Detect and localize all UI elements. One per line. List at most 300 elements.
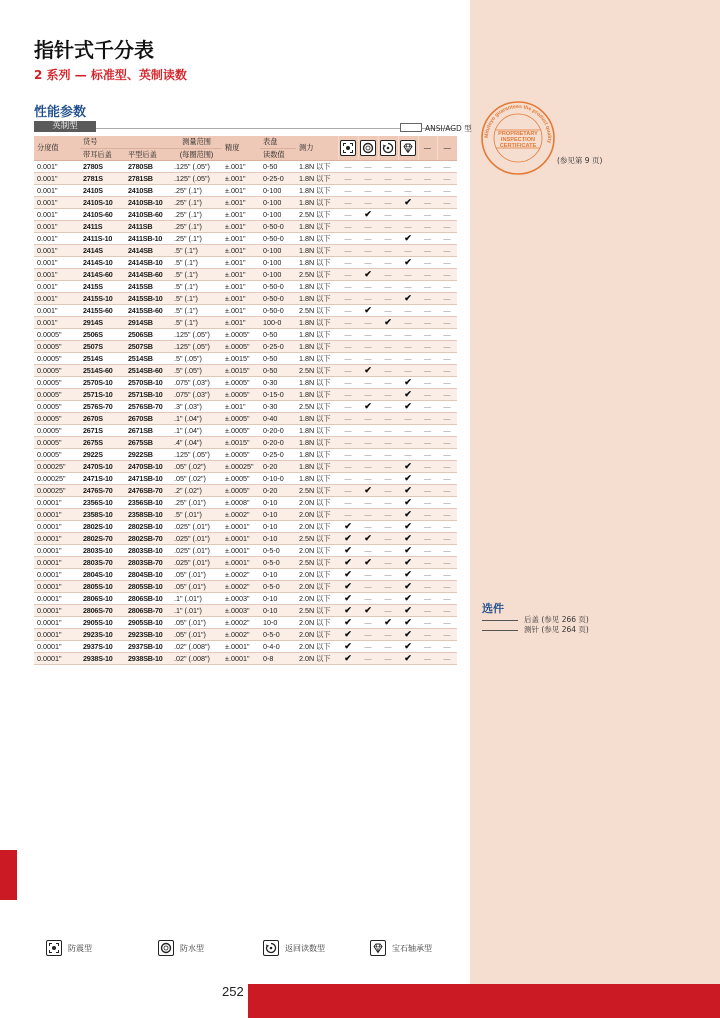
table-cell: 1.8N 以下 (296, 244, 338, 256)
table-cell: ±.0002" (222, 616, 260, 628)
footer-bar (248, 984, 720, 1018)
table-cell: — (338, 388, 358, 400)
table-cell: 2471S-10 (80, 472, 125, 484)
table-cell: — (418, 604, 437, 616)
table-cell: — (378, 244, 398, 256)
table-cell: — (437, 508, 457, 520)
table-cell: ±.0005" (222, 484, 260, 496)
table-cell: — (437, 640, 457, 652)
table-cell: — (378, 628, 398, 640)
table-cell: .025" (.01") (171, 544, 222, 556)
table-row (34, 196, 457, 208)
table-cell: — (418, 460, 437, 472)
table-cell: — (437, 472, 457, 484)
table-row (34, 364, 457, 376)
table-cell: 0-50 (260, 364, 296, 376)
table-cell: 1.8N 以下 (296, 352, 338, 364)
table-cell: ✔ (398, 400, 418, 412)
table-cell: ✔ (358, 604, 378, 616)
table-cell: 2.0N 以下 (296, 640, 338, 652)
table-cell: 2576S-70 (80, 400, 125, 412)
table-cell: — (358, 184, 378, 196)
table-cell: ±.0001" (222, 520, 260, 532)
table-cell: 0-25-0 (260, 340, 296, 352)
table-cell: — (358, 640, 378, 652)
shockproof-icon (340, 140, 356, 156)
stamp-reference: (参见第 9 页) (557, 156, 603, 165)
table-cell: 2410S (80, 184, 125, 196)
table-cell: 0-100 (260, 196, 296, 208)
table-cell: — (378, 460, 398, 472)
table-cell: — (378, 208, 398, 220)
table-cell: .5" (.1") (171, 304, 222, 316)
table-cell: — (378, 388, 398, 400)
table-cell: 2.0N 以下 (296, 520, 338, 532)
header-range-sub: (每圈范围) (171, 148, 222, 160)
table-cell: 2470SB-10 (125, 460, 171, 472)
table-cell: — (437, 592, 457, 604)
table-cell: 0.001" (34, 196, 80, 208)
table-cell: — (418, 220, 437, 232)
table-cell: 0-10-0 (260, 472, 296, 484)
table-row (34, 628, 457, 640)
table-cell: — (398, 316, 418, 328)
table-cell: ±.001" (222, 268, 260, 280)
table-cell: ✔ (398, 592, 418, 604)
table-cell: ✔ (398, 196, 418, 208)
table-cell: — (378, 532, 398, 544)
table-cell: 2415SB-10 (125, 292, 171, 304)
table-cell: ±.0001" (222, 652, 260, 664)
table-cell: — (358, 232, 378, 244)
table-cell: 2806SB-10 (125, 592, 171, 604)
table-cell: 2806SB-70 (125, 604, 171, 616)
table-cell: 1.8N 以下 (296, 472, 338, 484)
table-cell: ✔ (398, 292, 418, 304)
table-cell: ✔ (338, 568, 358, 580)
table-cell: — (437, 448, 457, 460)
table-cell: — (358, 376, 378, 388)
table-cell: ✔ (358, 304, 378, 316)
table-cell: 2802SB-10 (125, 520, 171, 532)
table-cell: .5" (.1") (171, 316, 222, 328)
table-cell: 2.0N 以下 (296, 544, 338, 556)
table-cell: 0.001" (34, 208, 80, 220)
table-cell: 2803SB-70 (125, 556, 171, 568)
table-cell: ±.001" (222, 220, 260, 232)
table-cell: — (338, 412, 358, 424)
table-cell: — (378, 652, 398, 664)
table-cell: ✔ (398, 652, 418, 664)
table-cell: — (358, 616, 378, 628)
table-cell: 2410SB-60 (125, 208, 171, 220)
table-cell: — (418, 244, 437, 256)
table-cell: .25" (.01") (171, 496, 222, 508)
reverse-reading-icon (263, 940, 279, 956)
table-row (34, 520, 457, 532)
table-cell: — (358, 244, 378, 256)
leader-line (482, 620, 518, 621)
table-cell: 2905SB-10 (125, 616, 171, 628)
table-cell: — (418, 544, 437, 556)
option-label-back-cover: 后盖 (参见 266 页) (524, 615, 589, 624)
table-cell: 2806S-70 (80, 604, 125, 616)
table-cell: — (418, 652, 437, 664)
table-cell: 0-30 (260, 400, 296, 412)
table-cell: — (378, 328, 398, 340)
legend-shockproof-label: 防震型 (68, 943, 92, 953)
table-cell: ✔ (378, 316, 398, 328)
table-cell: 2.0N 以下 (296, 616, 338, 628)
table-cell: — (437, 532, 457, 544)
table-cell: 2476SB-70 (125, 484, 171, 496)
table-cell: 0-5-0 (260, 580, 296, 592)
table-cell: — (418, 316, 437, 328)
table-row (34, 268, 457, 280)
table-cell: 2802SB-70 (125, 532, 171, 544)
table-cell: 2415SB-60 (125, 304, 171, 316)
table-cell: — (398, 328, 418, 340)
table-cell: — (418, 280, 437, 292)
table-cell: 2923S-10 (80, 628, 125, 640)
table-cell: 2938SB-10 (125, 652, 171, 664)
table-cell: — (437, 364, 457, 376)
table-cell: 1.8N 以下 (296, 436, 338, 448)
table-cell: — (398, 244, 418, 256)
table-cell: — (338, 220, 358, 232)
table-cell: ±.0005" (222, 472, 260, 484)
page-title: 指针式千分表 (34, 38, 154, 62)
table-row (34, 652, 457, 664)
table-row (34, 400, 457, 412)
waterproof-icon (360, 140, 376, 156)
table-cell: 2.5N 以下 (296, 400, 338, 412)
table-cell: 0-25-0 (260, 172, 296, 184)
table-cell: 0.0001" (34, 568, 80, 580)
table-cell: — (437, 568, 457, 580)
table-cell: — (418, 424, 437, 436)
table-cell: 2781S (80, 172, 125, 184)
table-cell: 0.0001" (34, 604, 80, 616)
table-cell: — (398, 184, 418, 196)
table-cell: — (338, 400, 358, 412)
table-cell: 1.8N 以下 (296, 376, 338, 388)
header-reverse (378, 136, 398, 160)
table-cell: 2.0N 以下 (296, 628, 338, 640)
table-cell: 0.0001" (34, 508, 80, 520)
waterproof-icon (158, 940, 174, 956)
table-cell: ✔ (338, 544, 358, 556)
table-cell: 2.0N 以下 (296, 496, 338, 508)
table-cell: — (418, 328, 437, 340)
inspection-certificate-stamp (480, 100, 556, 176)
table-cell: — (358, 580, 378, 592)
table-cell: 2411S-10 (80, 232, 125, 244)
table-cell: .5" (.1") (171, 268, 222, 280)
table-cell: — (418, 484, 437, 496)
table-cell: 2506SB (125, 328, 171, 340)
table-cell: — (378, 496, 398, 508)
table-cell: ✔ (398, 472, 418, 484)
table-cell: ✔ (398, 616, 418, 628)
table-row (34, 484, 457, 496)
table-cell: 1.8N 以下 (296, 460, 338, 472)
table-cell: — (418, 184, 437, 196)
table-cell: — (338, 268, 358, 280)
ansi-legend-label: ANSI/AGD 型 (425, 124, 472, 133)
table-cell: 2804SB-10 (125, 568, 171, 580)
table-cell: ±.001" (222, 208, 260, 220)
table-cell: — (418, 208, 437, 220)
table-cell: .05" (.02") (171, 460, 222, 472)
table-cell: ±.0001" (222, 532, 260, 544)
page-number: 252 (222, 984, 244, 999)
table-row (34, 220, 457, 232)
table-cell: — (398, 172, 418, 184)
table-cell: — (437, 244, 457, 256)
table-cell: — (358, 220, 378, 232)
table-cell: — (338, 328, 358, 340)
table-cell: 0.001" (34, 172, 80, 184)
table-cell: 2476S-70 (80, 484, 125, 496)
table-cell: 0.00025" (34, 472, 80, 484)
header-code-flat: 平型后盖 (125, 148, 171, 160)
table-cell: — (437, 352, 457, 364)
table-cell: 0.0005" (34, 340, 80, 352)
legend-waterproof (158, 940, 204, 956)
table-cell: 2.5N 以下 (296, 268, 338, 280)
table-row (34, 556, 457, 568)
table-cell: ✔ (398, 640, 418, 652)
table-cell: 2.5N 以下 (296, 364, 338, 376)
legend-waterproof-label: 防水型 (180, 943, 204, 953)
table-cell: — (378, 232, 398, 244)
table-cell: 1.8N 以下 (296, 448, 338, 460)
table-cell: 1.8N 以下 (296, 196, 338, 208)
table-row (34, 160, 457, 172)
table-cell: 2780SB (125, 160, 171, 172)
table-cell: — (398, 268, 418, 280)
table-cell: — (437, 304, 457, 316)
table-cell: 0-100 (260, 208, 296, 220)
table-cell: — (338, 172, 358, 184)
table-cell: — (437, 232, 457, 244)
table-cell: — (437, 328, 457, 340)
table-cell: ✔ (398, 628, 418, 640)
header-shockproof (338, 136, 358, 160)
table-cell: ✔ (398, 388, 418, 400)
table-row (34, 616, 457, 628)
table-cell: ✔ (338, 556, 358, 568)
table-cell: 1.8N 以下 (296, 160, 338, 172)
table-cell: .075" (.03") (171, 388, 222, 400)
table-cell: — (378, 520, 398, 532)
table-cell: 1.8N 以下 (296, 328, 338, 340)
table-cell: 0.0001" (34, 580, 80, 592)
table-cell: 2802S-70 (80, 532, 125, 544)
table-cell: — (437, 496, 457, 508)
table-cell: 2805SB-10 (125, 580, 171, 592)
table-cell: — (418, 340, 437, 352)
table-cell: ±.0005" (222, 412, 260, 424)
table-cell: — (398, 364, 418, 376)
table-cell: 0-100 (260, 184, 296, 196)
table-cell: .1" (.01") (171, 604, 222, 616)
table-cell: — (418, 304, 437, 316)
table-cell: — (338, 244, 358, 256)
table-cell: — (378, 172, 398, 184)
table-cell: — (378, 256, 398, 268)
table-cell: .4" (.04") (171, 436, 222, 448)
table-cell: 0.0005" (34, 448, 80, 460)
table-cell: — (358, 256, 378, 268)
table-cell: 0.001" (34, 220, 80, 232)
table-cell: — (398, 340, 418, 352)
table-cell: — (418, 364, 437, 376)
table-cell: 2507S (80, 340, 125, 352)
table-cell: ±.0015" (222, 352, 260, 364)
table-cell: — (437, 412, 457, 424)
table-cell: 0-50-0 (260, 304, 296, 316)
table-cell: — (418, 556, 437, 568)
table-cell: 2506S (80, 328, 125, 340)
table-cell: — (378, 364, 398, 376)
table-cell: — (437, 580, 457, 592)
table-body (34, 160, 457, 664)
table-cell: 0.0001" (34, 556, 80, 568)
table-cell: — (358, 280, 378, 292)
table-cell: — (378, 544, 398, 556)
table-cell: — (338, 256, 358, 268)
table-cell: .25" (.1") (171, 220, 222, 232)
table-cell: 0-5-0 (260, 556, 296, 568)
table-cell: 2802S-10 (80, 520, 125, 532)
table-cell: — (437, 556, 457, 568)
table-cell: 0.0005" (34, 364, 80, 376)
table-cell: — (358, 544, 378, 556)
table-row (34, 388, 457, 400)
table-cell: — (378, 220, 398, 232)
table-cell: ±.001" (222, 280, 260, 292)
table-cell: 1.8N 以下 (296, 316, 338, 328)
table-cell: ±.001" (222, 232, 260, 244)
table-cell: 2470S-10 (80, 460, 125, 472)
table-cell: — (437, 652, 457, 664)
table-cell: .05" (.01") (171, 616, 222, 628)
table-cell: 1.8N 以下 (296, 388, 338, 400)
table-cell: ✔ (398, 232, 418, 244)
table-cell: 1.8N 以下 (296, 232, 338, 244)
table-cell: 1.8N 以下 (296, 184, 338, 196)
table-cell: — (378, 436, 398, 448)
legend-shockproof (46, 940, 92, 956)
table-cell: — (378, 568, 398, 580)
table-cell: — (418, 292, 437, 304)
table-cell: 2358S-10 (80, 508, 125, 520)
table-cell: — (338, 496, 358, 508)
table-cell: — (418, 568, 437, 580)
table-cell: — (437, 268, 457, 280)
table-cell: .3" (.03") (171, 400, 222, 412)
table-cell: ±.0003" (222, 592, 260, 604)
table-cell: — (358, 196, 378, 208)
table-cell: — (338, 376, 358, 388)
table-cell: .05" (.02") (171, 472, 222, 484)
table-cell: — (437, 184, 457, 196)
table-cell: 0-5-0 (260, 628, 296, 640)
table-cell: ✔ (398, 508, 418, 520)
table-cell: 2.5N 以下 (296, 208, 338, 220)
table-cell: 1.8N 以下 (296, 292, 338, 304)
table-cell: — (358, 508, 378, 520)
table-cell: 2.0N 以下 (296, 592, 338, 604)
table-cell: 0.0005" (34, 376, 80, 388)
table-cell: 2410SB (125, 184, 171, 196)
table-cell: ✔ (398, 520, 418, 532)
table-cell: .125" (.05") (171, 160, 222, 172)
table-cell: 2922S (80, 448, 125, 460)
table-cell: 0.001" (34, 160, 80, 172)
table-row (34, 424, 457, 436)
table-cell: — (358, 652, 378, 664)
table-cell: ±.0003" (222, 604, 260, 616)
table-cell: 2914S (80, 316, 125, 328)
header-waterproof (358, 136, 378, 160)
table-cell: — (418, 268, 437, 280)
header-range: 测量范围 (171, 136, 222, 148)
table-cell: ±.0001" (222, 556, 260, 568)
table-cell: 2780S (80, 160, 125, 172)
table-cell: 2410S-10 (80, 196, 125, 208)
table-cell: 0.001" (34, 304, 80, 316)
table-cell: 2570S-10 (80, 376, 125, 388)
table-cell: ±.0015" (222, 364, 260, 376)
table-cell: 0.0001" (34, 496, 80, 508)
table-cell: .1" (.04") (171, 424, 222, 436)
table-cell: 1.8N 以下 (296, 424, 338, 436)
table-cell: — (398, 304, 418, 316)
table-cell: — (418, 196, 437, 208)
table-cell: 0-5-0 (260, 544, 296, 556)
table-cell: ±.001" (222, 160, 260, 172)
table-cell: — (378, 448, 398, 460)
table-cell: — (437, 544, 457, 556)
table-cell: — (358, 160, 378, 172)
table-cell: 0-4-0 (260, 640, 296, 652)
table-cell: ✔ (398, 556, 418, 568)
table-cell: ±.0001" (222, 544, 260, 556)
table-cell: — (418, 172, 437, 184)
table-cell: .1" (.04") (171, 412, 222, 424)
table-cell: 0.0001" (34, 616, 80, 628)
table-cell: — (437, 520, 457, 532)
table-cell: ±.0002" (222, 568, 260, 580)
table-cell: — (418, 496, 437, 508)
table-cell: — (358, 448, 378, 460)
table-cell: .075" (.03") (171, 376, 222, 388)
table-cell: 0-10 (260, 508, 296, 520)
table-cell: — (358, 328, 378, 340)
table-cell: .125" (.05") (171, 172, 222, 184)
table-cell: .025" (.01") (171, 532, 222, 544)
table-row (34, 568, 457, 580)
table-cell: 2571S-10 (80, 388, 125, 400)
table-cell: ✔ (398, 604, 418, 616)
table-cell: 0-10 (260, 568, 296, 580)
table-cell: — (418, 448, 437, 460)
table-row (34, 376, 457, 388)
table-cell: — (437, 256, 457, 268)
